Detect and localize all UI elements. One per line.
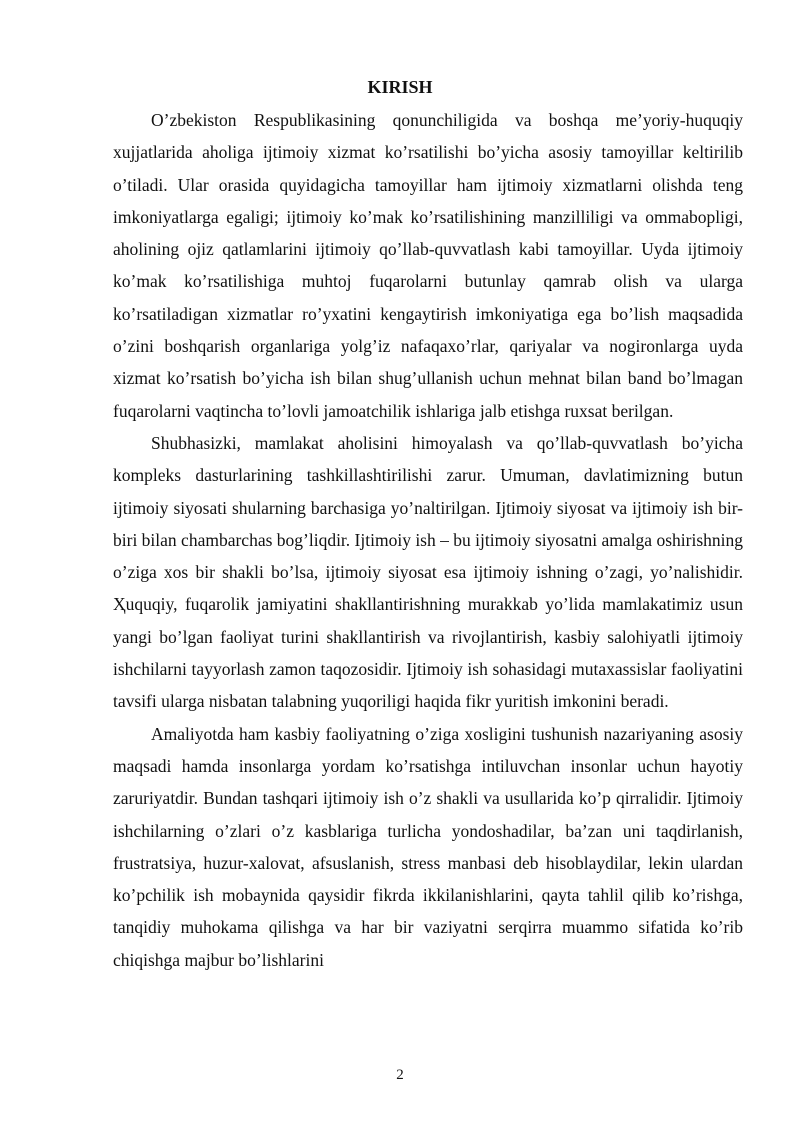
body-text — [113, 104, 743, 976]
paragraph-2: Shubhasizki, mamlakat aholisini himoyalash va qo’llab-quvvatlash bo’yicha kompleks dasturlarining tashkillashtirilishi zarur. Umuman, davlatimizning butun ijtimoiy siyosati shularning barchasiga yo’naltirilgan. Ijtimoiy siyosat va ijtimoiy ish bir-biri bilan chambarchas bog’liqdir. Ijtimoiy ish – bu ijtimoiy siyosatni amalga oshirishning o’ziga xos bir shakli bo’lsa, ijtimoiy siyosat esa ijtimoiy ishning o’zagi, yo’nalishidir. Ҳuquqiy, fuqarolik jamiyatini shakllantirishning murakkab yo’lida mamlakatimiz usun yangi bo’lgan faoliyat turini shakllantirish va rivojlantirish, kasbiy salohiyatli ijtimoiy ishchilarni tayyorlash zamon taqozosidir. Ijtimoiy ish sohasidagi mutaxassislar faoliyatini tavsifi ularga nisbatan talabning yuqoriligi haqida fikr yuritish imkonini beradi. — [113, 432, 743, 712]
section-heading: KIRISH — [367, 77, 433, 97]
paragraph-3: Amaliyotda ham kasbiy faoliyatning o’ziga xosligini tushunish nazariyaning asosiy maqsadi hamda insonlarga yordam ko’rsatishga intiluvchan insonlar uchun hayotiy zaruriyatdir. Bundan tashqari ijtimoiy ish o’z shakli va usullarida ko’p qirralidir. Ijtimoiy ishchilarning o’zlari o’z kasblariga turlicha yondoshadilar, ba’zan uni taqdirlanish, frustratsiya, huzur-xalovat, afsuslanish, stress manbasi deb hisoblaydilar, lekin ulardan ko’pchilik ish mobaynida qaysidir fikrda ikkilanishlarini, qayta tahlil qilib ko’rishga, tanqidiy muhokama qilishga va har bir vaziyatni serqirra muammo sifatida ko’rib chiqishga majbur bo’lishlarini — [113, 723, 743, 970]
page-number: 2 — [396, 1067, 404, 1083]
paragraph-1: O’zbekiston Respublikasining qonunchiligida va boshqa me’yoriy-huquqiy xujjatlarida aholiga ijtimoiy xizmat ko’rsatilishi bo’yicha asosiy tamoyillar keltirilib o’tiladi. Ular orasida quyidagicha tamoyillar ham ijtimoiy xizmatlarni olishda teng imkoniyatlarga egaligi; ijtimoiy ko’mak ko’rsatilishining manzilliligi va ommabopligi, aholining ojiz qatlamlarini ijtimoiy qo’llab-quvvatlash kabi tamoyillar. Uyda ijtimoiy ko’mak ko’rsatilishiga muhtoj fuqarolarni butunlay qamrab olish va ularga ko’rsatiladigan xizmatlar ro’yxatini kengaytirish imkoniyatiga ega bo’lish maqsadida o’zini boshqarish organlariga yolg’iz nafaqaxo’rlar, qariyalar va nogironlarga uyda xizmat ko’rsatish bo’yicha ish bilan shug’ullanish uchun mehnat bilan band bo’lmagan fuqarolarni vaqtincha to’lovli jamoatchilik ishlariga jalb etishga ruxsat berilgan. — [113, 110, 743, 421]
